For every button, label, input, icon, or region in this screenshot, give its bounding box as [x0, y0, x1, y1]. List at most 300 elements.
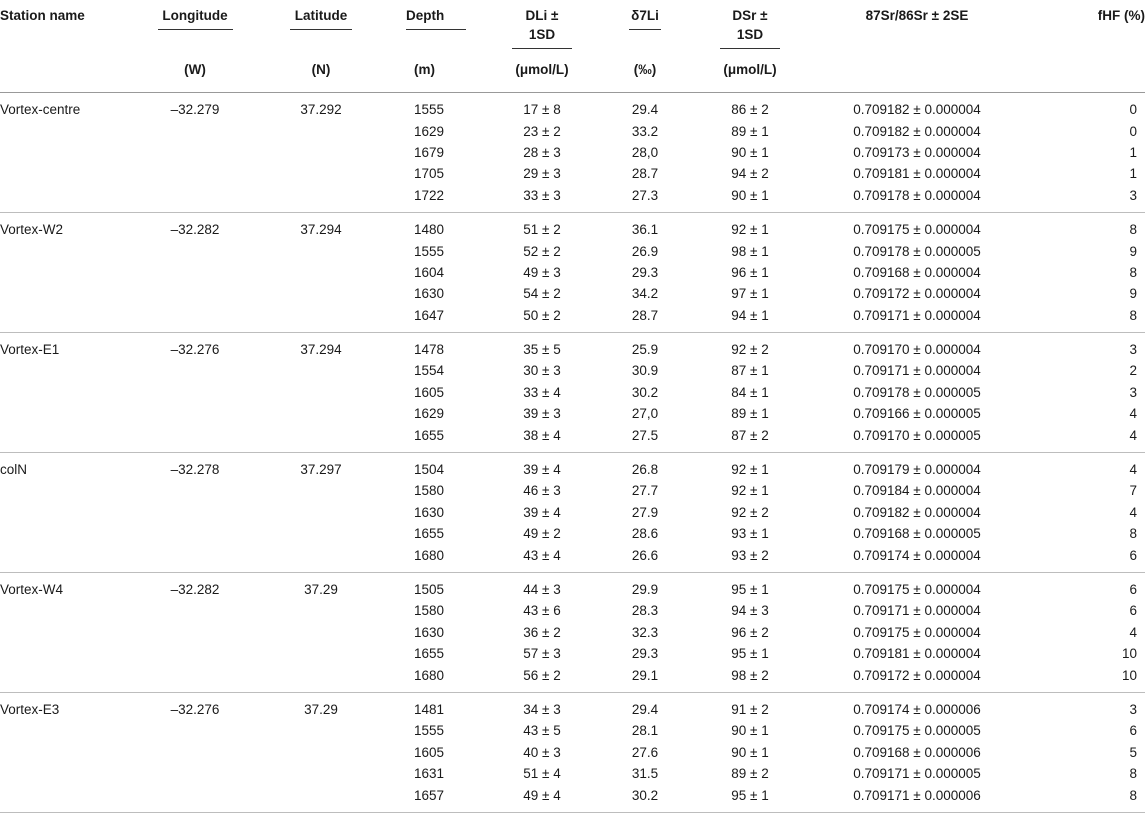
longitude-cell: –32.276 [170, 701, 220, 717]
d7li-cell: 36.1 [631, 222, 659, 238]
d7li-cell: 30.2 [602, 784, 688, 812]
dsr-cell: 90 ± 1 [688, 185, 812, 213]
latitude-cell [258, 784, 384, 812]
d7li-cell: 30.2 [631, 384, 659, 400]
dsr-cell: 90 ± 1 [731, 723, 769, 739]
d7li-cell: 27,0 [631, 406, 659, 422]
fhf-cell: 3 [1022, 185, 1145, 213]
dli-cell: 49 ± 2 [523, 526, 561, 542]
depth-cell: 1605 [414, 384, 445, 400]
longitude-cell [132, 622, 258, 643]
fhf-cell: 0 [1129, 102, 1137, 118]
station-name-cell [0, 403, 132, 424]
unit-dsr: (μmol/L) [688, 60, 812, 93]
dli-cell: 43 ± 4 [482, 544, 602, 572]
d7li-cell: 28,0 [631, 144, 659, 160]
d7li-cell: 29.9 [631, 582, 659, 597]
dsr-cell: 92 ± 2 [731, 504, 769, 520]
d7li-cell: 26.8 [631, 462, 659, 478]
unit-d7li: (‰) [602, 60, 688, 93]
depth-cell: 1680 [384, 664, 482, 692]
dsr-cell: 97 ± 1 [731, 286, 769, 302]
header-dsr: DSr ± 1SD [688, 0, 812, 60]
table-row [0, 283, 1145, 304]
dsr-cell: 89 ± 2 [731, 766, 769, 782]
depth-cell: 1481 [414, 701, 445, 717]
sr-ratio-cell: 0.709178 ± 0.000005 [853, 243, 981, 259]
dsr-cell: 92 ± 1 [731, 462, 769, 478]
station-name-cell: colN [0, 461, 28, 477]
dsr-cell: 94 ± 2 [731, 166, 769, 182]
dli-cell: 52 ± 2 [523, 243, 561, 259]
d7li-cell: 30.9 [631, 363, 659, 379]
dsr-cell: 95 ± 1 [688, 784, 812, 812]
dsr-cell: 90 ± 1 [731, 144, 769, 160]
depth-cell: 1629 [414, 406, 445, 422]
depth-cell: 1555 [414, 102, 445, 118]
fhf-cell: 7 [1129, 483, 1137, 499]
table-row [0, 643, 1145, 664]
depth-cell: 1554 [414, 363, 445, 379]
unit-depth: (m) [384, 60, 482, 93]
table-row [0, 622, 1145, 643]
depth-cell: 1630 [414, 286, 445, 302]
sr-ratio-cell: 0.709172 ± 0.000004 [812, 664, 1022, 692]
dli-cell: 44 ± 3 [523, 582, 561, 597]
d7li-cell: 26.6 [602, 544, 688, 572]
dli-cell: 51 ± 2 [523, 222, 561, 238]
table-row [0, 93, 1145, 121]
latitude-cell [258, 283, 384, 304]
fhf-cell: 10 [1022, 664, 1145, 692]
d7li-cell: 29.4 [631, 102, 659, 118]
dli-cell: 46 ± 3 [523, 483, 561, 499]
header-fhf: fHF (%) [1097, 8, 1145, 23]
depth-cell: 1655 [414, 646, 445, 662]
unit-srratio [812, 60, 1022, 93]
latitude-cell [258, 305, 384, 333]
depth-cell: 1505 [414, 582, 445, 597]
dsr-cell: 87 ± 1 [731, 363, 769, 379]
sr-ratio-cell: 0.709178 ± 0.000005 [853, 384, 981, 400]
latitude-cell: 37.297 [300, 461, 342, 477]
dsr-cell: 92 ± 1 [731, 483, 769, 499]
fhf-cell: 8 [1129, 766, 1137, 782]
fhf-cell: 3 [1129, 384, 1137, 400]
sr-ratio-cell: 0.709168 ± 0.000006 [853, 744, 981, 760]
fhf-cell: 3 [1129, 342, 1137, 358]
fhf-cell: 10 [1121, 646, 1137, 662]
fhf-cell: 0 [1129, 123, 1137, 139]
fhf-cell: 8 [1129, 264, 1137, 280]
d7li-cell: 27.9 [631, 504, 659, 520]
d7li-cell: 27.5 [602, 424, 688, 452]
depth-cell: 1630 [414, 504, 445, 520]
latitude-cell [258, 185, 384, 213]
sr-ratio-cell: 0.709171 ± 0.000005 [853, 766, 981, 782]
fhf-cell: 6 [1022, 544, 1145, 572]
latitude-cell [258, 544, 384, 572]
longitude-cell [132, 360, 258, 381]
table-row [0, 523, 1145, 544]
d7li-cell: 28.3 [631, 603, 659, 619]
latitude-cell [258, 643, 384, 664]
unit-latitude: (N) [258, 60, 384, 93]
fhf-cell: 4 [1022, 424, 1145, 452]
dsr-cell: 92 ± 2 [731, 342, 769, 358]
dsr-cell: 93 ± 2 [688, 544, 812, 572]
table-row [0, 742, 1145, 763]
fhf-cell: 9 [1129, 243, 1137, 259]
dsr-cell: 93 ± 1 [731, 526, 769, 542]
depth-cell: 1680 [384, 544, 482, 572]
station-name-cell: Vortex-E1 [0, 341, 60, 357]
dli-cell: 33 ± 3 [482, 185, 602, 213]
d7li-cell: 27.7 [631, 483, 659, 499]
depth-cell: 1580 [414, 483, 445, 499]
unit-longitude: (W) [132, 60, 258, 93]
longitude-cell [132, 424, 258, 452]
table-row [0, 544, 1145, 572]
dsr-cell: 86 ± 2 [731, 102, 769, 118]
station-name-cell [0, 262, 132, 283]
depth-cell: 1504 [414, 462, 445, 478]
fhf-cell: 1 [1129, 144, 1137, 160]
latitude-cell [258, 763, 384, 784]
table-row [0, 212, 1145, 240]
sr-ratio-cell: 0.709173 ± 0.000004 [853, 144, 981, 160]
fhf-cell: 6 [1129, 603, 1137, 619]
d7li-cell: 28.1 [631, 723, 659, 739]
d7li-cell: 29.1 [602, 664, 688, 692]
sr-ratio-cell: 0.709182 ± 0.000004 [853, 123, 981, 139]
table-row [0, 763, 1145, 784]
latitude-cell [258, 600, 384, 621]
dli-cell: 35 ± 5 [523, 342, 561, 358]
table-row [0, 692, 1145, 720]
longitude-cell [132, 523, 258, 544]
dsr-cell: 84 ± 1 [731, 384, 769, 400]
dli-cell: 28 ± 3 [523, 144, 561, 160]
sr-ratio-cell: 0.709175 ± 0.000004 [853, 222, 981, 238]
dsr-cell: 96 ± 1 [731, 264, 769, 280]
table-row [0, 360, 1145, 381]
depth-cell: 1480 [414, 222, 445, 238]
longitude-cell [132, 600, 258, 621]
table-row [0, 120, 1145, 141]
sr-ratio-cell: 0.709166 ± 0.000005 [853, 406, 981, 422]
unit-station [0, 60, 132, 93]
station-name-cell [0, 622, 132, 643]
d7li-cell: 31.5 [631, 766, 659, 782]
dli-cell: 23 ± 2 [523, 123, 561, 139]
latitude-cell: 37.292 [300, 102, 342, 117]
fhf-cell: 8 [1129, 526, 1137, 542]
fhf-cell: 6 [1129, 723, 1137, 739]
station-name-cell [0, 424, 132, 452]
station-name-cell [0, 763, 132, 784]
station-name-cell [0, 163, 132, 184]
longitude-cell [132, 283, 258, 304]
latitude-cell [258, 664, 384, 692]
latitude-cell [258, 382, 384, 403]
dli-cell: 54 ± 2 [523, 286, 561, 302]
d7li-cell: 29.3 [631, 646, 659, 662]
longitude-cell [132, 185, 258, 213]
dsr-cell: 92 ± 1 [731, 222, 769, 238]
d7li-cell: 32.3 [631, 624, 659, 640]
fhf-cell: 8 [1129, 222, 1137, 238]
sr-ratio-cell: 0.709175 ± 0.000004 [853, 624, 981, 640]
dsr-cell: 95 ± 1 [731, 582, 769, 597]
longitude-cell [132, 763, 258, 784]
depth-cell: 1631 [414, 766, 445, 782]
latitude-cell [258, 360, 384, 381]
longitude-cell: –32.279 [170, 102, 220, 117]
dli-cell: 56 ± 2 [482, 664, 602, 692]
dli-cell: 40 ± 3 [523, 744, 561, 760]
dli-cell: 49 ± 3 [523, 264, 561, 280]
sr-ratio-cell: 0.709181 ± 0.000004 [853, 646, 981, 662]
longitude-cell: –32.282 [170, 221, 220, 237]
fhf-cell: 4 [1129, 462, 1137, 478]
station-name-cell [0, 720, 132, 741]
depth-cell: 1555 [414, 723, 445, 739]
latitude-cell [258, 120, 384, 141]
depth-cell: 1605 [414, 744, 445, 760]
dli-cell: 51 ± 4 [523, 766, 561, 782]
depth-cell: 1655 [384, 424, 482, 452]
d7li-cell: 29.3 [631, 264, 659, 280]
d7li-cell: 27.6 [631, 744, 659, 760]
dli-cell: 39 ± 4 [523, 504, 561, 520]
depth-cell: 1555 [414, 243, 445, 259]
table-row [0, 424, 1145, 452]
longitude-cell [132, 240, 258, 261]
dsr-cell: 94 ± 3 [731, 603, 769, 619]
sr-ratio-cell: 0.709170 ± 0.000004 [853, 342, 981, 358]
longitude-cell: –32.278 [170, 461, 220, 477]
dsr-cell: 91 ± 2 [731, 701, 769, 717]
table-row [0, 185, 1145, 213]
sr-ratio-cell: 0.709168 ± 0.000005 [853, 526, 981, 542]
fhf-cell: 1 [1129, 166, 1137, 182]
latitude-cell [258, 262, 384, 283]
sr-ratio-cell: 0.709179 ± 0.000004 [853, 462, 981, 478]
latitude-cell [258, 502, 384, 523]
latitude-cell: 37.294 [300, 221, 342, 237]
longitude-cell [132, 120, 258, 141]
d7li-cell: 25.9 [631, 342, 659, 358]
table-body [0, 93, 1145, 813]
depth-cell: 1629 [414, 123, 445, 139]
unit-dli: (μmol/L) [482, 60, 602, 93]
latitude-cell [258, 163, 384, 184]
fhf-cell: 4 [1129, 624, 1137, 640]
latitude-cell [258, 742, 384, 763]
longitude-cell: –32.276 [170, 341, 220, 357]
table-row [0, 572, 1145, 600]
table-row [0, 720, 1145, 741]
dli-cell: 36 ± 2 [523, 624, 561, 640]
dsr-cell: 94 ± 1 [688, 305, 812, 333]
longitude-cell [132, 502, 258, 523]
sr-ratio-cell: 0.709171 ± 0.000004 [812, 305, 1022, 333]
station-name-cell [0, 784, 132, 812]
dli-cell: 33 ± 4 [523, 384, 561, 400]
table-row [0, 382, 1145, 403]
longitude-cell [132, 643, 258, 664]
longitude-cell [132, 403, 258, 424]
d7li-cell: 26.9 [631, 243, 659, 259]
dsr-cell: 89 ± 1 [731, 123, 769, 139]
dli-cell: 29 ± 3 [523, 166, 561, 182]
dli-cell: 43 ± 5 [523, 723, 561, 739]
sr-ratio-cell: 0.709174 ± 0.000006 [853, 701, 981, 717]
longitude-cell [132, 480, 258, 501]
table-row [0, 502, 1145, 523]
longitude-cell [132, 544, 258, 572]
fhf-cell: 4 [1129, 406, 1137, 422]
depth-cell: 1655 [414, 526, 445, 542]
latitude-cell [258, 480, 384, 501]
station-name-cell [0, 664, 132, 692]
dsr-cell: 95 ± 1 [731, 646, 769, 662]
longitude-cell [132, 142, 258, 163]
fhf-cell: 6 [1129, 582, 1137, 597]
depth-cell: 1705 [414, 166, 445, 182]
longitude-cell [132, 262, 258, 283]
longitude-cell [132, 742, 258, 763]
longitude-cell [132, 382, 258, 403]
table-row [0, 163, 1145, 184]
dli-cell: 30 ± 3 [523, 363, 561, 379]
dli-cell: 49 ± 4 [482, 784, 602, 812]
sr-ratio-cell: 0.709182 ± 0.000004 [853, 504, 981, 520]
station-name-cell: Vortex-E3 [0, 701, 60, 717]
depth-cell: 1722 [384, 185, 482, 213]
dli-cell: 50 ± 2 [482, 305, 602, 333]
dsr-cell: 96 ± 2 [731, 624, 769, 640]
d7li-cell: 28.7 [602, 305, 688, 333]
latitude-cell [258, 240, 384, 261]
d7li-cell: 27.3 [602, 185, 688, 213]
table-row [0, 452, 1145, 480]
sr-ratio-cell: 0.709182 ± 0.000004 [853, 102, 981, 118]
depth-cell: 1630 [414, 624, 445, 640]
sr-ratio-cell: 0.709172 ± 0.000004 [853, 286, 981, 302]
table-row [0, 403, 1145, 424]
latitude-cell [258, 403, 384, 424]
header-depth: Depth [384, 0, 482, 60]
sr-ratio-cell: 0.709171 ± 0.000004 [853, 603, 981, 619]
latitude-cell [258, 622, 384, 643]
table-row [0, 784, 1145, 812]
latitude-cell [258, 424, 384, 452]
dsr-cell: 89 ± 1 [731, 406, 769, 422]
station-name-cell [0, 480, 132, 501]
sr-ratio-cell: 0.709174 ± 0.000004 [812, 544, 1022, 572]
dli-cell: 17 ± 8 [523, 102, 561, 118]
station-name-cell [0, 502, 132, 523]
depth-cell: 1580 [414, 603, 445, 619]
header-dli: DLi ± 1SD [482, 0, 602, 60]
latitude-cell: 37.29 [304, 701, 338, 717]
sr-ratio-cell: 0.709170 ± 0.000005 [812, 424, 1022, 452]
header-srratio: 87Sr/86Sr ± 2SE [865, 8, 969, 23]
station-name-cell: Vortex-W4 [0, 581, 64, 597]
depth-cell: 1679 [414, 144, 445, 160]
d7li-cell: 29.4 [631, 701, 659, 717]
table-row [0, 480, 1145, 501]
dli-cell: 57 ± 3 [523, 646, 561, 662]
sr-ratio-cell: 0.709171 ± 0.000004 [853, 363, 981, 379]
station-name-cell [0, 523, 132, 544]
longitude-cell [132, 305, 258, 333]
sr-ratio-cell: 0.709184 ± 0.000004 [853, 483, 981, 499]
dsr-cell: 90 ± 1 [731, 744, 769, 760]
depth-cell: 1647 [384, 305, 482, 333]
d7li-cell: 33.2 [631, 123, 659, 139]
table-row [0, 664, 1145, 692]
longitude-cell [132, 720, 258, 741]
header-longitude: Longitude [132, 0, 258, 60]
fhf-cell: 8 [1022, 305, 1145, 333]
fhf-cell: 8 [1022, 784, 1145, 812]
station-name-cell [0, 544, 132, 572]
dsr-cell: 87 ± 2 [688, 424, 812, 452]
table-row [0, 600, 1145, 621]
station-name-cell [0, 360, 132, 381]
table-row [0, 332, 1145, 360]
fhf-cell: 3 [1129, 701, 1137, 717]
longitude-cell: –32.282 [170, 581, 220, 597]
latitude-cell: 37.294 [300, 341, 342, 357]
table-row [0, 262, 1145, 283]
longitude-cell [132, 784, 258, 812]
depth-cell: 1478 [414, 342, 445, 358]
station-name-cell [0, 382, 132, 403]
dli-cell: 39 ± 4 [523, 462, 561, 478]
sr-ratio-cell: 0.709175 ± 0.000005 [853, 723, 981, 739]
dsr-cell: 98 ± 2 [688, 664, 812, 692]
sr-ratio-cell: 0.709178 ± 0.000004 [812, 185, 1022, 213]
d7li-cell: 28.7 [631, 166, 659, 182]
station-name-cell [0, 120, 132, 141]
header-latitude: Latitude [258, 0, 384, 60]
depth-cell: 1657 [384, 784, 482, 812]
longitude-cell [132, 163, 258, 184]
depth-cell: 1604 [414, 264, 445, 280]
sr-ratio-cell: 0.709175 ± 0.000004 [853, 582, 981, 597]
table-header [0, 0, 1145, 93]
fhf-cell: 2 [1129, 363, 1137, 379]
dli-cell: 34 ± 3 [523, 701, 561, 717]
d7li-cell: 28.6 [631, 526, 659, 542]
latitude-cell: 37.29 [304, 581, 338, 597]
sr-ratio-cell: 0.709181 ± 0.000004 [853, 166, 981, 182]
latitude-cell [258, 142, 384, 163]
station-name-cell [0, 185, 132, 213]
station-name-cell: Vortex-centre [0, 102, 81, 117]
table-row [0, 305, 1145, 333]
latitude-cell [258, 523, 384, 544]
header-d7li: δ7Li [602, 0, 688, 60]
sr-ratio-cell: 0.709171 ± 0.000006 [812, 784, 1022, 812]
station-name-cell [0, 742, 132, 763]
dli-cell: 39 ± 3 [523, 406, 561, 422]
dsr-cell: 98 ± 1 [731, 243, 769, 259]
